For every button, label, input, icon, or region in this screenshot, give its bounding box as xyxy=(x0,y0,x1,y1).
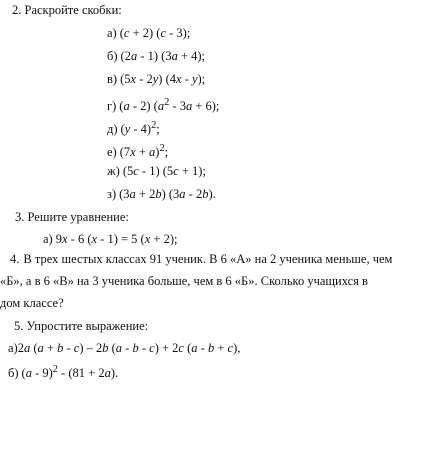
task2-item-b xyxy=(107,49,205,64)
item-expression: 2a (a + b - c) – 2b (a - b - c) + 2c (a - b + c), xyxy=(17,341,241,355)
task2-item-zh xyxy=(107,164,206,179)
item-label: г) xyxy=(107,99,117,114)
task4-line-2: «Б», а в 6 «В» на 3 ученика больше, чем в 6 «Б». Сколько учащихся в xyxy=(0,274,368,288)
task3-item-a xyxy=(43,232,177,247)
item-expression: (2a - 1) (3a + 4); xyxy=(120,49,206,63)
item-expression: $(7x + a)^2$; xyxy=(119,143,169,160)
item-expression: (a - 2) $(a^2 - 3a + 6)$; xyxy=(119,97,220,114)
item-label: з) xyxy=(107,187,117,201)
item-label: ж) xyxy=(107,164,120,178)
task2-item-v xyxy=(107,72,205,87)
item-label: б) xyxy=(107,49,118,63)
item-expression: (y - 4)$^2$; xyxy=(120,120,160,137)
item-expression: (5x - 2y) (4x - y); xyxy=(120,72,206,86)
task5-item-b xyxy=(8,362,118,381)
item-expression: (a - 9)$^2$ - (81 + 2a). xyxy=(21,364,119,381)
task3-heading: 3. Решите уравнение: xyxy=(15,210,129,224)
item-label: а) xyxy=(43,232,53,246)
task4-number: 4. xyxy=(10,252,20,266)
item-label: д) xyxy=(107,122,118,137)
item-expression: (3a + 2b) (3a - 2b). xyxy=(119,187,216,201)
task5-item-a xyxy=(8,341,240,356)
item-expression: (5c - 1) (5c + 1); xyxy=(122,164,206,178)
item-expression: (c + 2) (c - 3); xyxy=(119,26,191,40)
task2-item-a xyxy=(107,26,190,41)
task4-text: В трех шестых классах 91 ученик. В 6 «А» на 2 ученика меньше, чем xyxy=(23,252,393,266)
item-label: е) xyxy=(107,145,117,160)
item-label: в) xyxy=(107,72,118,86)
task4-line-3: дом классе? xyxy=(0,296,64,310)
task2-item-g xyxy=(107,95,219,114)
task2-item-d xyxy=(107,118,160,137)
item-label: а) xyxy=(8,341,18,355)
task4-line-1 xyxy=(10,252,392,267)
task2-item-e xyxy=(107,141,168,160)
item-expression: 9x - 6 (x - 1) = 5 (x + 2); xyxy=(55,232,178,246)
task2-heading: 2. Раскройте скобки: xyxy=(12,3,122,17)
task2-item-z xyxy=(107,187,216,202)
item-label: а) xyxy=(107,26,117,40)
task5-heading: 5. Упростите выражение: xyxy=(14,319,149,333)
item-label: б) xyxy=(8,366,19,381)
